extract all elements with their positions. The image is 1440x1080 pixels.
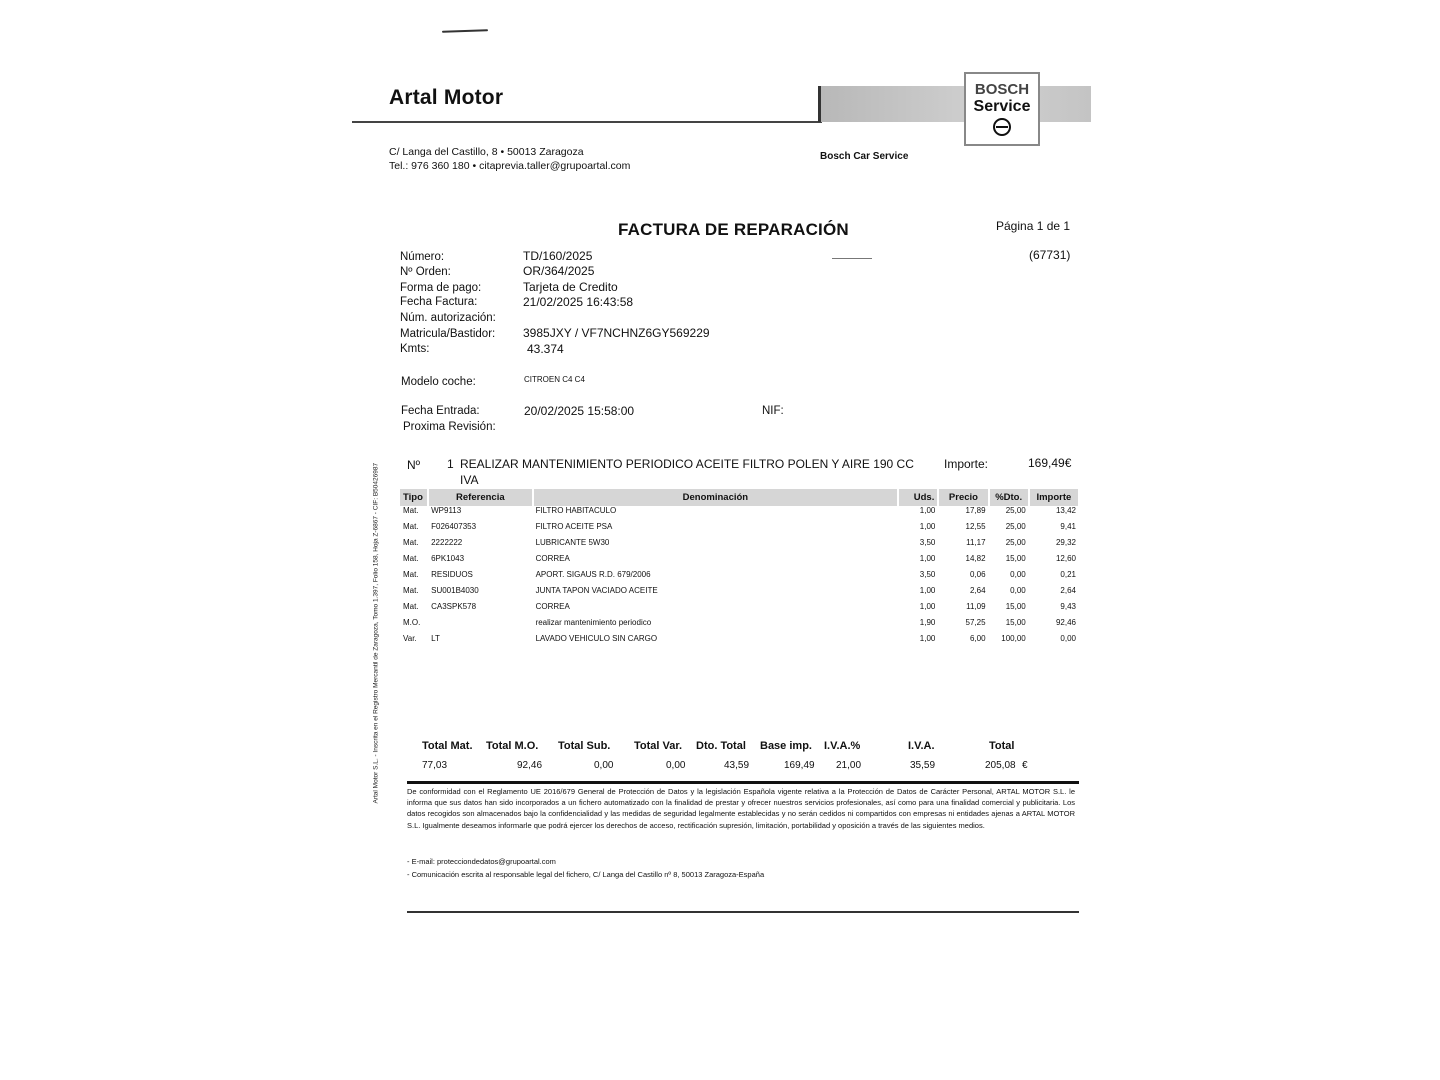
cell-referencia: 6PK1043 — [431, 554, 465, 563]
cell-precio: 11,09 — [966, 602, 986, 611]
base-imp-value: 169,49 — [784, 760, 815, 771]
cell-dto: 100,00 — [1001, 634, 1026, 643]
total-mo-value: 92,46 — [517, 760, 543, 771]
col-denominacion: Denominación — [533, 489, 899, 506]
cell-precio: 12,55 — [965, 522, 986, 531]
iva-value: 35,59 — [910, 760, 936, 771]
cell-uds: 3,50 — [919, 538, 936, 547]
fecha-entrada-value: 20/02/2025 15:58:00 — [524, 404, 635, 418]
cell-importe: 9,41 — [1060, 522, 1076, 531]
cell-referencia: 2222222 — [431, 538, 463, 547]
operation-importe-value: 169,49€ — [1028, 456, 1072, 470]
operation-importe-label: Importe: — [944, 457, 989, 471]
cell-precio: 17,89 — [965, 506, 986, 515]
total-var-label: Total Var. — [634, 740, 683, 752]
cell-importe: 0,21 — [1060, 570, 1076, 579]
iva-pct-value: 21,00 — [836, 760, 862, 771]
total-sub-value: 0,00 — [594, 760, 614, 771]
legal-contact-list — [407, 856, 764, 881]
kmts-value: 43.374 — [527, 342, 564, 356]
cell-tipo: M.O. — [403, 618, 421, 627]
legal-notice: De conformidad con el Reglamento UE 2016/679 General de Protección de Datos y la legislación Española vigente relativa a la Protección de Datos de Carácter Personal, ARTAL MOTOR S.L. le informa que sus datos han sido incorporados a un fichero automatizado con la finalidad de prestar y ofrecer nuestros servicios profesionales, así como para una finalidad comercial y publicitaria. Los datos recogidos son almacenados bajo la confidencialidad y las medidas de seguridad legalmente establecidas y no serán cedidos ni compartidos con empresas ni entidades ajenas a ARTAL MOTOR S.L. Igualmente deseamos informarle que podrá ejercer los derechos de acceso, rectificación supresión, limitación, portabilidad y oposición a través de las siguientes medios. — [407, 787, 1075, 830]
cell-tipo: Var. — [403, 634, 417, 643]
reference-code: (67731) — [1029, 248, 1071, 262]
bosch-car-service-label: Bosch Car Service — [820, 151, 909, 162]
cell-uds: 1,00 — [919, 634, 936, 643]
cell-dto: 15,00 — [1005, 618, 1026, 627]
faint-dash — [832, 258, 872, 259]
table-row — [400, 538, 1079, 554]
cell-precio: 14,82 — [965, 554, 986, 563]
cell-importe: 12,60 — [1055, 554, 1076, 563]
cell-dto: 25,00 — [1005, 506, 1026, 515]
total-mat-label: Total Mat. — [422, 740, 473, 752]
cell-tipo: Mat. — [403, 538, 419, 547]
modelo-value: CITROEN C4 C4 — [524, 375, 585, 384]
pen-mark — [442, 29, 488, 33]
iva-pct-label: I.V.A.% — [824, 740, 861, 752]
cell-dto: 0,00 — [1010, 570, 1026, 579]
table-row — [400, 634, 1079, 650]
table-row — [400, 618, 1079, 634]
pago-label: Forma de pago: — [400, 282, 482, 294]
cell-denominacion: realizar mantenimiento periodico — [535, 618, 652, 627]
col-tipo: Tipo — [400, 489, 428, 506]
cell-referencia: CA3SPK578 — [431, 602, 477, 611]
col-dto: %Dto. — [989, 489, 1029, 506]
currency-symbol: € — [1022, 760, 1028, 771]
invoice-page — [352, 0, 1094, 1080]
cell-importe: 29,32 — [1055, 538, 1076, 547]
table-row — [400, 554, 1079, 570]
operation-description: REALIZAR MANTENIMIENTO PERIODICO ACEITE FILTRO POLEN Y AIRE 190 CC — [460, 457, 914, 471]
bosch-logo-top: BOSCH — [974, 81, 1030, 98]
table-row — [400, 506, 1079, 522]
cell-dto: 25,00 — [1005, 538, 1026, 547]
cell-denominacion: LAVADO VEHICULO SIN CARGO — [535, 634, 658, 643]
legal-separator — [407, 781, 1079, 784]
col-referencia: Referencia — [428, 489, 532, 506]
bosch-service-logo — [964, 72, 1040, 146]
fecha-factura-value: 21/02/2025 16:43:58 — [523, 295, 634, 309]
bottom-rule — [407, 911, 1079, 913]
cell-referencia — [428, 618, 532, 634]
operation-iva-label: IVA — [460, 473, 479, 487]
nif-label: NIF: — [762, 405, 784, 417]
cell-uds: 1,90 — [919, 618, 936, 627]
document-title: FACTURA DE REPARACIÓN — [618, 220, 849, 239]
registry-side-text: Artal Motor S.L. - Inscrita en el Registro Mercantil de Zaragoza, Tomo 1.397, Folio 158, Hoja Z-6867 - CIF: B50426987 — [372, 462, 380, 804]
cell-tipo: Mat. — [403, 602, 419, 611]
total-value: 205,08 — [985, 760, 1016, 771]
col-precio: Precio — [938, 489, 988, 506]
cell-precio: 0,06 — [969, 570, 986, 579]
table-row — [400, 602, 1079, 618]
cell-referencia: WP9113 — [431, 506, 462, 515]
cell-importe: 92,46 — [1055, 618, 1076, 627]
cell-denominacion: JUNTA TAPON VACIADO ACEITE — [535, 586, 658, 595]
cell-denominacion: FILTRO ACEITE PSA — [535, 522, 613, 531]
orden-label: Nº Orden: — [400, 266, 451, 278]
header-rule — [352, 121, 822, 123]
cell-dto: 15,00 — [1005, 602, 1026, 611]
dto-total-label: Dto. Total — [696, 740, 746, 752]
cell-dto: 25,00 — [1005, 522, 1026, 531]
cell-denominacion: CORREA — [535, 602, 570, 611]
autorizacion-label: Núm. autorización: — [400, 312, 496, 324]
cell-precio: 6,00 — [969, 634, 986, 643]
cell-uds: 1,00 — [919, 522, 936, 531]
cell-tipo: Mat. — [403, 506, 419, 515]
items-table-header — [400, 489, 1079, 506]
brand-name: Artal Motor — [389, 86, 504, 109]
legal-address-item: - Comunicación escrita al responsable legal del fichero, C/ Langa del Castillo nº 8, 50013 Zaragoza-España — [407, 869, 765, 879]
cell-importe: 0,00 — [1060, 634, 1076, 643]
col-importe: Importe — [1029, 489, 1079, 506]
cell-uds: 3,50 — [919, 570, 936, 579]
matricula-value: 3985JXY / VF7NCHNZ6GY569229 — [523, 326, 710, 340]
cell-referencia: RESIDUOS — [431, 570, 473, 579]
total-var-value: 0,00 — [666, 760, 686, 771]
cell-uds: 1,00 — [919, 586, 936, 595]
cell-importe: 13,42 — [1055, 506, 1076, 515]
numero-label: Número: — [400, 251, 445, 263]
company-address — [389, 145, 630, 173]
col-uds: Uds. — [898, 489, 938, 506]
fecha-factura-label: Fecha Factura: — [400, 296, 478, 308]
cell-precio: 2,64 — [969, 586, 986, 595]
modelo-label: Modelo coche: — [401, 376, 476, 388]
cell-tipo: Mat. — [403, 554, 419, 563]
cell-tipo: Mat. — [403, 570, 419, 579]
cell-referencia: F026407353 — [431, 522, 477, 531]
cell-precio: 11,17 — [966, 538, 986, 547]
cell-denominacion: FILTRO HABITACULO — [535, 506, 617, 515]
matricula-label: Matricula/Bastidor: — [400, 328, 496, 340]
cell-tipo: Mat. — [403, 522, 419, 531]
cell-dto: 0,00 — [1010, 586, 1026, 595]
cell-uds: 1,00 — [919, 602, 936, 611]
cell-denominacion: CORREA — [535, 554, 570, 563]
total-mat-value: 77,03 — [422, 760, 448, 771]
total-sub-label: Total Sub. — [558, 740, 611, 752]
kmts-label: Kmts: — [400, 343, 430, 355]
total-label: Total — [989, 740, 1015, 752]
cell-tipo: Mat. — [403, 586, 419, 595]
cell-dto: 15,00 — [1005, 554, 1026, 563]
cell-denominacion: LUBRICANTE 5W30 — [535, 538, 610, 547]
base-imp-label: Base imp. — [760, 740, 812, 752]
table-row — [400, 570, 1079, 586]
table-row — [400, 522, 1079, 538]
address-line-2: Tel.: 976 360 180 • citaprevia.taller@grupoartal.com — [389, 160, 631, 172]
table-row — [400, 586, 1079, 602]
cell-importe: 2,64 — [1060, 586, 1076, 595]
cell-referencia: SU001B4030 — [431, 586, 479, 595]
operation-n-label: Nº — [407, 458, 421, 472]
cell-precio: 57,25 — [965, 618, 986, 627]
bosch-logo-bottom: Service — [973, 98, 1031, 115]
numero-value: TD/160/2025 — [523, 249, 593, 263]
fecha-entrada-label: Fecha Entrada: — [401, 405, 480, 417]
cell-importe: 9,43 — [1060, 602, 1076, 611]
page-indicator: Página 1 de 1 — [996, 219, 1071, 233]
legal-email-item: - E-mail: protecciondedatos@grupoartal.com — [407, 857, 556, 866]
dto-total-value: 43,59 — [724, 760, 750, 771]
cell-referencia: LT — [431, 634, 440, 643]
address-line-1: C/ Langa del Castillo, 8 • 50013 Zaragoza — [389, 146, 584, 158]
header-gray-bar — [818, 86, 1091, 122]
total-mo-label: Total M.O. — [486, 740, 539, 752]
items-table — [400, 489, 1080, 650]
operation-number: 1 — [447, 457, 454, 471]
iva-label: I.V.A. — [908, 740, 935, 752]
cell-denominacion: APORT. SIGAUS R.D. 679/2006 — [535, 570, 651, 579]
cell-uds: 1,00 — [919, 506, 936, 515]
orden-value: OR/364/2025 — [523, 264, 595, 278]
bosch-armature-icon — [993, 118, 1011, 136]
pago-value: Tarjeta de Credito — [523, 280, 618, 294]
revision-label: Proxima Revisión: — [403, 421, 496, 433]
cell-uds: 1,00 — [919, 554, 936, 563]
